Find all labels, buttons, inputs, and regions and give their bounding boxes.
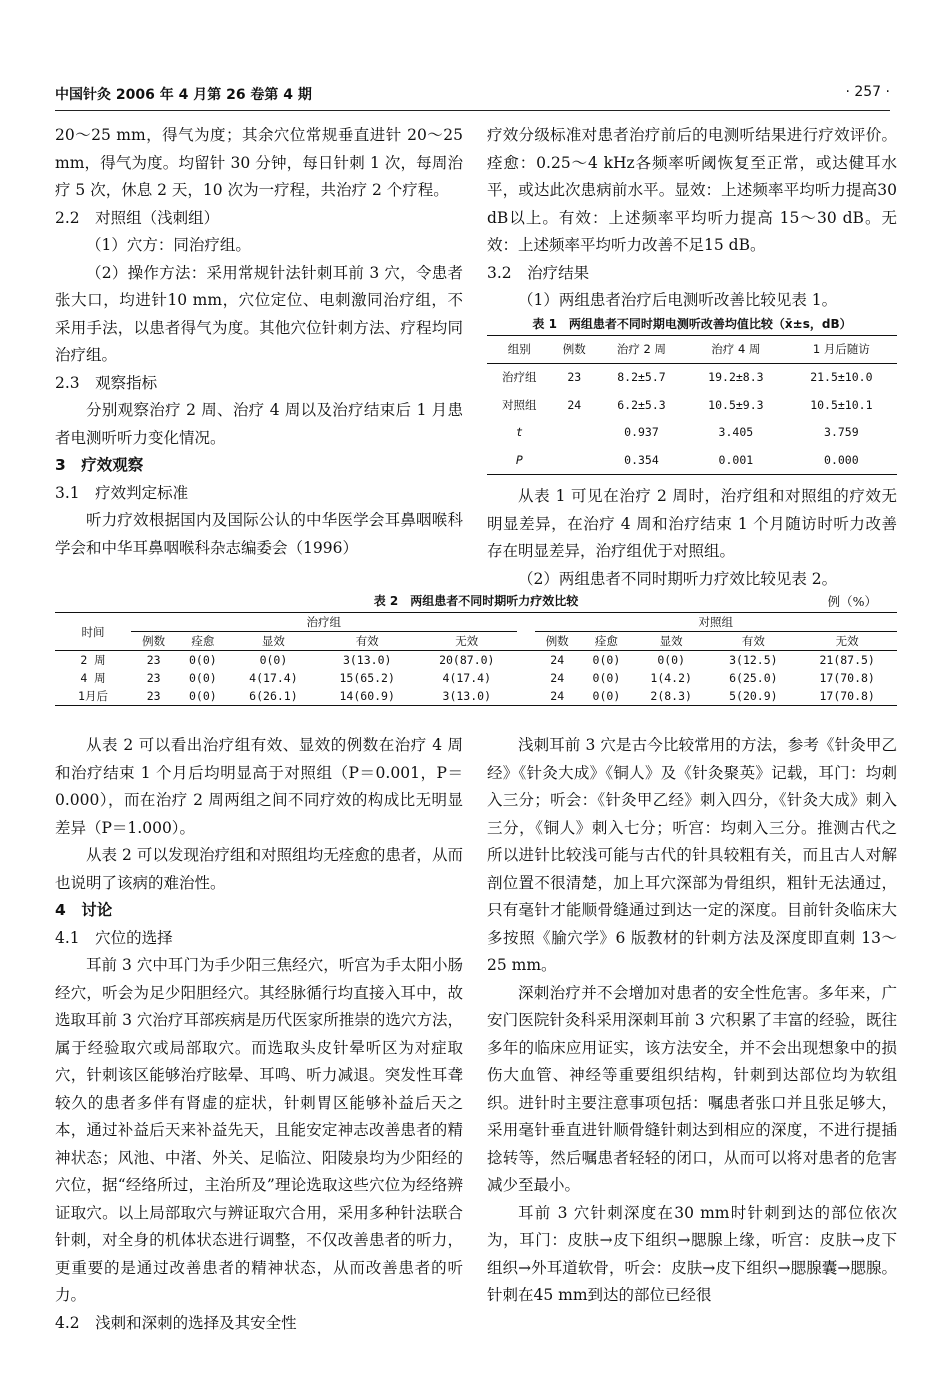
table-cell: P: [515, 452, 523, 467]
table-cell: 2(8.3): [650, 689, 692, 703]
table-row: [55, 669, 897, 687]
paragraph: 3.2 治疗结果: [487, 263, 590, 282]
paragraph: 耳前 3 穴针刺深度在30 mm时针刺到达的部位依次为，耳门：皮肤→皮下组织→腮腺上缘，听宫：皮肤→皮下组织→外耳道软骨，听会：皮肤→皮下组织→腮腺囊→腮腺。针刺在45 mm到达的部位已经很: [487, 1203, 897, 1304]
paragraph: 2.2 对照组（浅刺组）: [55, 208, 220, 227]
column-2-text-bottom: [487, 483, 897, 593]
table-cell: 3.759: [824, 425, 859, 439]
paragraph: 疗效分级标准对患者治疗前后的电测听结果进行疗效评价。痊愈：0.25～4 kHz各频率听阈恢复至正常，或达健耳水平，或达此次患病前水平。显效：上述频率平均听力提高30 dB以上。有效：上述频率平均听力提高 15～30 dB。无效：上述频率平均听力改善不足15 dB。: [487, 126, 897, 254]
table-cell: 0.937: [624, 425, 659, 439]
table-1-caption: 表 1 两组患者不同时期电测听改善均值比较（x̄±s，dB）: [532, 316, 852, 331]
page-number: · 257 ·: [845, 84, 890, 100]
table-cell: 6(26.1): [249, 689, 298, 703]
paragraph: 4.2 浅刺和深刺的选择及其安全性: [55, 1313, 297, 1332]
table-2-subheader: 无效: [417, 632, 517, 651]
table-cell: 3(13.0): [442, 689, 491, 703]
table-cell: 8.2±5.7: [617, 370, 666, 384]
table-1-header: 治疗 4 周: [686, 335, 786, 364]
table-cell: 24: [550, 671, 565, 685]
table-2-subheader: 无效: [797, 632, 897, 651]
table-cell: 17(70.8): [819, 689, 875, 703]
table-cell: 对照组: [502, 397, 537, 412]
paragraph: （2）两组患者不同时期听力疗效比较见表 2。: [518, 569, 838, 588]
table-1-header: 组别: [487, 335, 552, 364]
table-cell: 3(13.0): [342, 653, 392, 667]
table-cell: 0.001: [718, 452, 754, 467]
table-2-caption: 表 2 两组患者不同时期听力疗效比较: [373, 594, 579, 608]
table-2-subheader: 例数: [131, 632, 176, 651]
table-cell: 0(0): [188, 689, 217, 703]
table-cell: 24: [550, 653, 565, 667]
table-2-subheader: 例数: [535, 632, 580, 651]
section-heading: 4 讨论: [55, 901, 113, 919]
table-cell: 17(70.8): [819, 671, 875, 685]
table-cell: 5(20.9): [729, 689, 778, 703]
table-cell: 23: [146, 653, 161, 667]
table-cell: 23: [146, 689, 161, 703]
table-2-time-header: 时间: [55, 613, 131, 651]
paragraph: 从表 2 可以发现治疗组和对照组均无痊愈的患者，从而也说明了该病的难治性。: [55, 846, 463, 892]
paragraph: 分别观察治疗 2 周、治疗 4 周以及治疗结束后 1 月患者电测听听力变化情况。: [55, 401, 463, 447]
paragraph: 浅刺耳前 3 穴是古今比较常用的方法，参考《针灸甲乙经》《针灸大成》《铜人》及《针灸聚英》记载，耳门：均刺入三分；听会：《针灸甲乙经》刺入四分，《针灸大成》刺入三分，《铜人》刺入七分；听宫：均刺入三分。推测古代之所以进针比较浅可能与古代的针具较粗有关，而且古人对解剖位置不很清楚，加上耳穴深部为骨组织，粗针无法通过，只有毫针才能顺骨缝通过到达一定的深度。目前针灸临床大多按照《腧穴学》6 版教材的针刺方法及深度即直刺 13～25 mm。: [487, 736, 897, 974]
table-cell: 23: [146, 671, 161, 685]
table-1-header: 治疗 2 周: [597, 335, 686, 364]
table-row: [487, 447, 897, 475]
table-2-subheader: 有效: [709, 632, 797, 651]
table-cell: 21(87.5): [819, 653, 875, 667]
paragraph: 2.3 观察指标: [55, 373, 158, 392]
table-2-group-header: 治疗组: [131, 613, 517, 632]
table-cell: 4(17.4): [249, 671, 298, 685]
table-2-subheader: 痊愈: [176, 632, 229, 651]
paragraph: （1）穴方：同治疗组。: [86, 236, 251, 254]
table-2-subheader: 痊愈: [580, 632, 633, 651]
table-cell: 2 周: [80, 653, 106, 667]
table-cell: 0(0): [188, 671, 217, 685]
table-cell: 0.000: [824, 452, 859, 467]
table-cell: 0(0): [188, 653, 217, 667]
paragraph: 听力疗效根据国内及国际公认的中华医学会耳鼻咽喉科学会和中华耳鼻咽喉科杂志编委会（1996）: [55, 511, 463, 557]
table-1-header: 例数: [552, 335, 597, 364]
table-2-unit: 例（%）: [827, 594, 877, 609]
table-cell: 1(4.2): [650, 671, 692, 685]
table-cell: 10.5±10.1: [810, 397, 873, 412]
table-cell: 14(60.9): [339, 689, 395, 703]
table-cell: 3(12.5): [729, 653, 778, 667]
column-4: [487, 732, 897, 1310]
table-cell: 23: [567, 370, 582, 384]
table-2-block: [55, 592, 897, 706]
table-cell: 0.354: [624, 452, 659, 467]
table-cell: 4 周: [80, 671, 106, 685]
table-cell: [552, 419, 597, 447]
paragraph: （2）操作方法：采用常规针法针刺耳前 3 穴，令患者张大口，均进针10 mm，穴位定位、电刺激同治疗组，不采用手法，以患者得气为度。其他穴位针刺方法、疗程均同治疗组。: [55, 263, 463, 364]
table-cell: 0(0): [657, 653, 686, 667]
paragraph: 20～25 mm，得气为度；其余穴位常规垂直进针 20～25 mm，得气为度。均留针 30 分钟，每日针刺 1 次，每周治疗 5 次，休息 2 天，10 次为一疗程，共治疗 2 个疗程。: [55, 126, 463, 199]
column-2: [487, 122, 897, 593]
table-row: [55, 651, 897, 670]
table-cell: 24: [567, 397, 582, 412]
table-cell: 19.2±8.3: [708, 370, 764, 384]
section-heading: 3 疗效观察: [55, 456, 144, 474]
table-cell: 3.405: [718, 425, 754, 439]
table-1: [487, 335, 897, 476]
table-2-subheader: 显效: [229, 632, 317, 651]
paragraph: 从表 1 可见在治疗 2 周时，治疗组和对照组的疗效无明显差异，在治疗 4 周和治疗结束 1 个月随访时听力改善存在明显差异，治疗组优于对照组。: [487, 487, 897, 560]
table-cell: 15(65.2): [339, 671, 395, 685]
paragraph: 耳前 3 穴中耳门为手少阳三焦经穴，听宫为手太阳小肠经穴，听会为足少阳胆经穴。其经脉循行均直接入耳中，故选取耳前 3 穴治疗耳部疾病是历代医家所推崇的选穴方法，属于经验取穴或局部取穴。而选取头皮针晕听区为对症取穴，针刺该区能够治疗眩晕、耳鸣、听力减退。突发性耳聋较久的患者多伴有肾虚的症状，针刺胃区能够补益后天之本，通过补益后天来补益先天，且能安定神志改善患者的精神状态；风池、中渚、外关、足临泣、阳陵泉均为少阳经的穴位，据“经络所过，主治所及”理论选取这些穴位为经络辨证取穴。以上局部取穴与辨证取穴合用，采用多种针法联合针刺，对全身的机体状态进行调整，不仅改善患者的听力，更重要的是通过改善患者的精神状态，从而改善患者的听力。: [55, 956, 463, 1304]
paragraph: 3.1 疗效判定标准: [55, 483, 189, 502]
table-cell: [552, 447, 597, 475]
table-row: [487, 392, 897, 420]
paragraph: 从表 2 可以看出治疗组有效、显效的例数在治疗 4 周和治疗结束 1 个月后均明显高于对照组（P＝0.001，P＝0.000），而在治疗 2 周两组之间不同疗效的构成比无明显差异（P＝1.000）。: [55, 736, 463, 837]
paragraph: （1）两组患者治疗后电测听改善比较见表 1。: [518, 291, 838, 309]
table-1-header: 1 月后随访: [786, 335, 897, 364]
table-cell: 治疗组: [502, 370, 537, 384]
table-2-group-header: 对照组: [535, 613, 897, 632]
running-header: [55, 84, 890, 111]
table-2: [55, 612, 897, 706]
column-1: [55, 122, 463, 562]
table-2-subheader: 有效: [317, 632, 417, 651]
table-row: [487, 364, 897, 392]
table-cell: 21.5±10.0: [810, 370, 873, 384]
column-3: [55, 732, 463, 1337]
table-cell: 10.5±9.3: [708, 397, 764, 412]
table-cell: 0(0): [592, 689, 621, 703]
table-cell: 0(0): [259, 653, 288, 667]
paragraph: 深刺治疗并不会增加对患者的安全性危害。多年来，广安门医院针灸科采用深刺耳前 3 穴积累了丰富的经验，既往多年的临床应用证实，该方法安全，并不会出现想象中的损伤大血管、神经等重要组织结构，针刺到达部位均为软组织。进针时主要注意事项包括：嘱患者张口并且张足够大，采用毫针垂直进针顺骨缝针刺达到相应的深度，不进行提插捻转等，然后嘱患者轻轻的闭口，从而可以将对患者的危害减少至最小。: [487, 983, 897, 1194]
paragraph: 4.1 穴位的选择: [55, 928, 173, 947]
table-2-subheader: 显效: [633, 632, 709, 651]
table-cell: 0(0): [592, 653, 621, 667]
table-row: [55, 687, 897, 706]
table-cell: 1月后: [78, 689, 108, 703]
table-cell: t: [515, 425, 523, 439]
table-cell: 24: [550, 689, 565, 703]
table-cell: 0(0): [592, 671, 621, 685]
table-row: [487, 419, 897, 447]
table-cell: 4(17.4): [442, 671, 491, 685]
column-2-text-top: [487, 122, 897, 315]
journal-title: 中国针灸 2006 年 4 月第 26 卷第 4 期: [55, 87, 312, 103]
table-cell: 20(87.0): [439, 653, 495, 667]
table-cell: 6(25.0): [729, 671, 778, 685]
table-cell: 6.2±5.3: [617, 397, 666, 412]
